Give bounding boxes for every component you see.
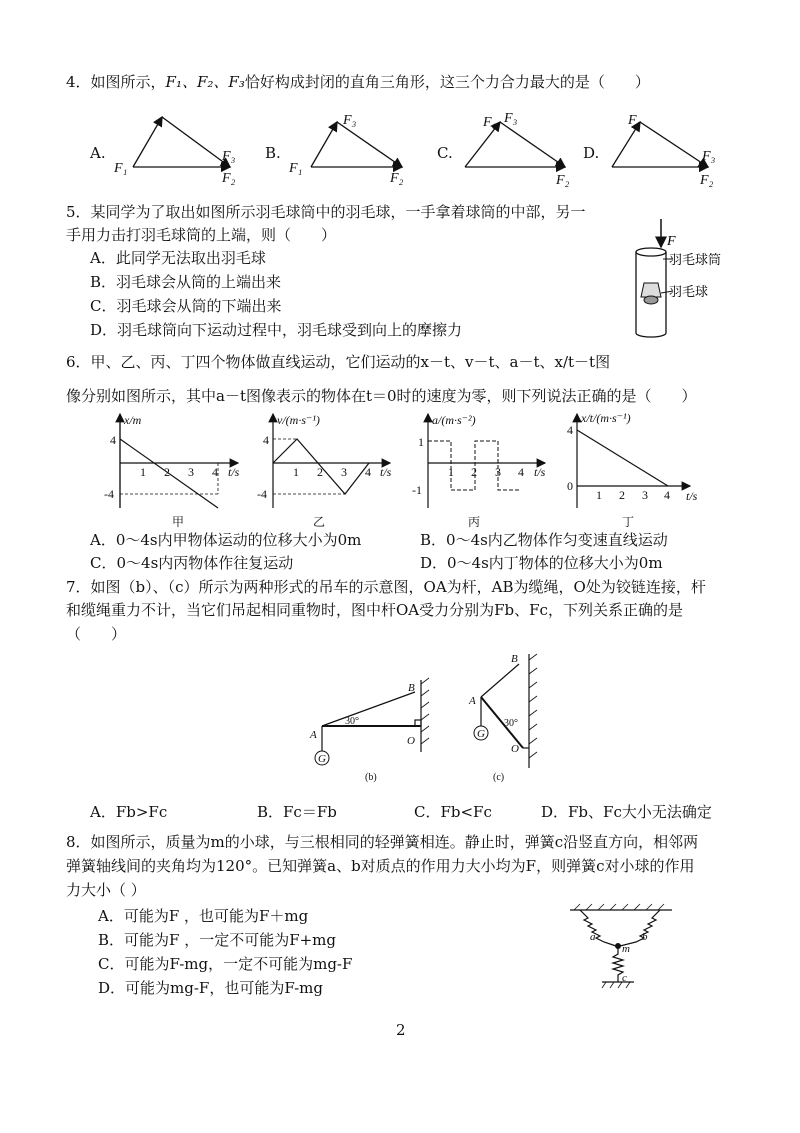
svg-text:0: 0	[567, 479, 573, 493]
svg-text:3: 3	[642, 488, 648, 502]
q7-stem-line2: 和缆绳重力不计，当它们吊起相同重物时，图中杆OA受力分别为Fb、Fc，下列关系正确的是	[66, 601, 683, 619]
q8-option-b: B．可能为F ，一定不可能为F+mg	[98, 931, 337, 949]
q6-jia-ylabel: x/m	[124, 413, 142, 427]
svg-text:O: O	[407, 735, 415, 747]
q7-figure-b-label: (b)	[365, 772, 377, 783]
q4-force-triangles	[0, 0, 800, 200]
svg-text:b: b	[642, 931, 648, 943]
q7-figure-c-label: (c)	[493, 772, 505, 783]
q4-c-f3: F₃	[504, 111, 518, 126]
svg-text:3: 3	[188, 465, 194, 479]
svg-text:2: 2	[471, 465, 477, 479]
q5-option-d: D．羽毛球筒向下运动过程中，羽毛球受到向上的摩擦力	[90, 321, 463, 339]
svg-text:30°: 30°	[345, 716, 359, 727]
svg-text:1: 1	[448, 465, 454, 479]
svg-text:-4: -4	[257, 487, 267, 501]
q6-option-c: C．0～4s内丙物体作往复运动	[90, 554, 294, 572]
svg-text:B: B	[511, 653, 518, 665]
q4-option-c: C.	[437, 144, 453, 162]
q8-option-a: A．可能为F ，也可能为F＋mg	[98, 907, 309, 925]
svg-text:O: O	[511, 743, 519, 755]
q7-option-b: B．Fc＝Fb	[257, 803, 337, 821]
q4-d-f3: F₃	[702, 149, 716, 164]
svg-text:3: 3	[495, 465, 501, 479]
svg-text:-1: -1	[412, 483, 422, 497]
q8-stem-line3: 力大小（ ）	[66, 881, 146, 899]
q6-ding-ylabel: x/t/(m·s⁻¹)	[581, 411, 631, 425]
q4-option-d: D.	[583, 144, 600, 162]
q5-option-b: B．羽毛球会从筒的上端出来	[90, 273, 282, 291]
q6-option-d: D．0～4s内丁物体的位移大小为0m	[420, 554, 663, 572]
svg-text:4: 4	[110, 433, 116, 447]
svg-text:-4: -4	[104, 487, 114, 501]
q5-stem-line2: 手用力击打羽毛球筒的上端，则（ ）	[66, 226, 337, 244]
q6-ding-name: 丁	[622, 515, 635, 529]
q7-stem-line3: （ ）	[66, 625, 127, 643]
svg-text:羽毛球筒: 羽毛球筒	[669, 252, 722, 267]
svg-text:B: B	[408, 682, 415, 694]
q4-triangle-a	[133, 117, 230, 167]
q4-b-f2: F₂	[390, 171, 404, 186]
svg-text:1: 1	[140, 465, 146, 479]
q5-option-a: A．此同学无法取出羽毛球	[90, 249, 266, 267]
q6-stem-line2: 像分别如图所示，其中a－t图像表示的物体在t＝0时的速度为零，则下列说法正确的是（ ）	[66, 387, 697, 405]
svg-text:A: A	[469, 695, 476, 707]
q6-option-a: A．0～4s内甲物体运动的位移大小为0m	[90, 531, 362, 549]
svg-text:4: 4	[212, 465, 218, 479]
svg-text:2: 2	[164, 465, 170, 479]
q8-stem-line2: 弹簧轴线间的夹角均为120°。已知弹簧a、b对质点的作用力大小均为F，则弹簧c对小球的作用	[66, 857, 695, 875]
q4-d-f1: F₁	[628, 113, 642, 128]
q8-option-c: C．可能为F-mg，一定不可能为mg-F	[98, 955, 353, 973]
svg-text:羽毛球: 羽毛球	[669, 284, 709, 299]
svg-text:4: 4	[263, 433, 269, 447]
q4-a-f1: F₁	[114, 161, 128, 176]
svg-text:G: G	[318, 753, 326, 765]
q8-stem-line1: 8．如图所示，质量为m的小球，与三根相同的轻弹簧相连。静止时，弹簧c沿竖直方向，相邻两	[66, 833, 699, 851]
svg-text:t/s: t/s	[686, 489, 698, 503]
svg-text:c: c	[622, 972, 627, 984]
q4-triangle-c	[465, 122, 565, 167]
q4-a-f2: F₂	[222, 171, 236, 186]
svg-text:1: 1	[293, 465, 299, 479]
svg-text:t/s: t/s	[380, 465, 392, 479]
q7-option-d: D．Fb、Fc大小无法确定	[541, 803, 712, 821]
q4-triangle-b	[311, 122, 402, 167]
q6-bing-ylabel: a/(m·s⁻²)	[432, 413, 476, 427]
q4-stem: 4．如图所示，F₁、F₂、F₃恰好构成封闭的直角三角形，这三个力合力最大的是（ ）	[66, 73, 650, 91]
q8-option-d: D．可能为mg-F，也可能为F-mg	[98, 979, 323, 997]
q6-stem-line1: 6．甲、乙、丙、丁四个物体做直线运动，它们运动的x－t、v－t、a－t、x/t－t图	[66, 353, 611, 371]
svg-text:4: 4	[365, 465, 371, 479]
svg-text:4: 4	[518, 465, 524, 479]
q4-option-a: A.	[90, 144, 106, 162]
q6-graphs	[0, 408, 800, 528]
svg-text:A: A	[310, 729, 317, 741]
q4-b-f1: F₁	[289, 161, 303, 176]
svg-text:t/s: t/s	[534, 465, 546, 479]
svg-text:G: G	[477, 728, 485, 740]
q5-tube-figure	[625, 215, 745, 345]
svg-text:4: 4	[567, 423, 573, 437]
svg-text:1: 1	[418, 435, 424, 449]
q4-c-f2: F₂	[556, 173, 570, 188]
q4-option-b: B.	[265, 144, 281, 162]
svg-text:2: 2	[619, 488, 625, 502]
svg-text:m: m	[622, 943, 630, 955]
q6-bing-name: 丙	[468, 515, 481, 529]
q6-yi-ylabel: v/(m·s⁻¹)	[277, 413, 320, 427]
q6-ding-line	[577, 430, 668, 486]
q6-option-b: B．0～4s内乙物体作匀变速直线运动	[420, 531, 668, 549]
q5-stem-line1: 5．某同学为了取出如图所示羽毛球筒中的羽毛球，一手拿着球筒的中部，另一	[66, 203, 586, 221]
svg-text:30°: 30°	[504, 718, 518, 729]
page-number: 2	[396, 1021, 406, 1039]
q4-c-f1: F₁	[483, 115, 497, 130]
svg-text:3: 3	[341, 465, 347, 479]
q4-d-f2: F₂	[700, 173, 714, 188]
q4-b-f3: F₃	[343, 113, 357, 128]
q6-yi-name: 乙	[313, 515, 326, 529]
q5-option-c: C．羽毛球会从筒的下端出来	[90, 297, 282, 315]
q4-triangle-d	[612, 122, 708, 167]
q6-jia-name: 甲	[172, 515, 185, 529]
q7-stem-line1: 7．如图（b）、（c）所示为两种形式的吊车的示意图，OA为杆，AB为缆绳，O处为铰链连接，杆	[66, 578, 706, 596]
q4-a-f3: F₃	[222, 149, 236, 164]
svg-text:1: 1	[596, 488, 602, 502]
q8-spring-figure	[562, 902, 682, 992]
svg-text:t/s: t/s	[228, 465, 240, 479]
q7-option-c: C．Fb<Fc	[414, 803, 492, 821]
svg-text:2: 2	[317, 465, 323, 479]
svg-text:F: F	[667, 234, 676, 249]
q7-option-a: A．Fb>Fc	[90, 803, 168, 821]
q7-crane-figures	[305, 650, 565, 790]
svg-text:a: a	[590, 931, 596, 943]
svg-text:4: 4	[664, 488, 670, 502]
